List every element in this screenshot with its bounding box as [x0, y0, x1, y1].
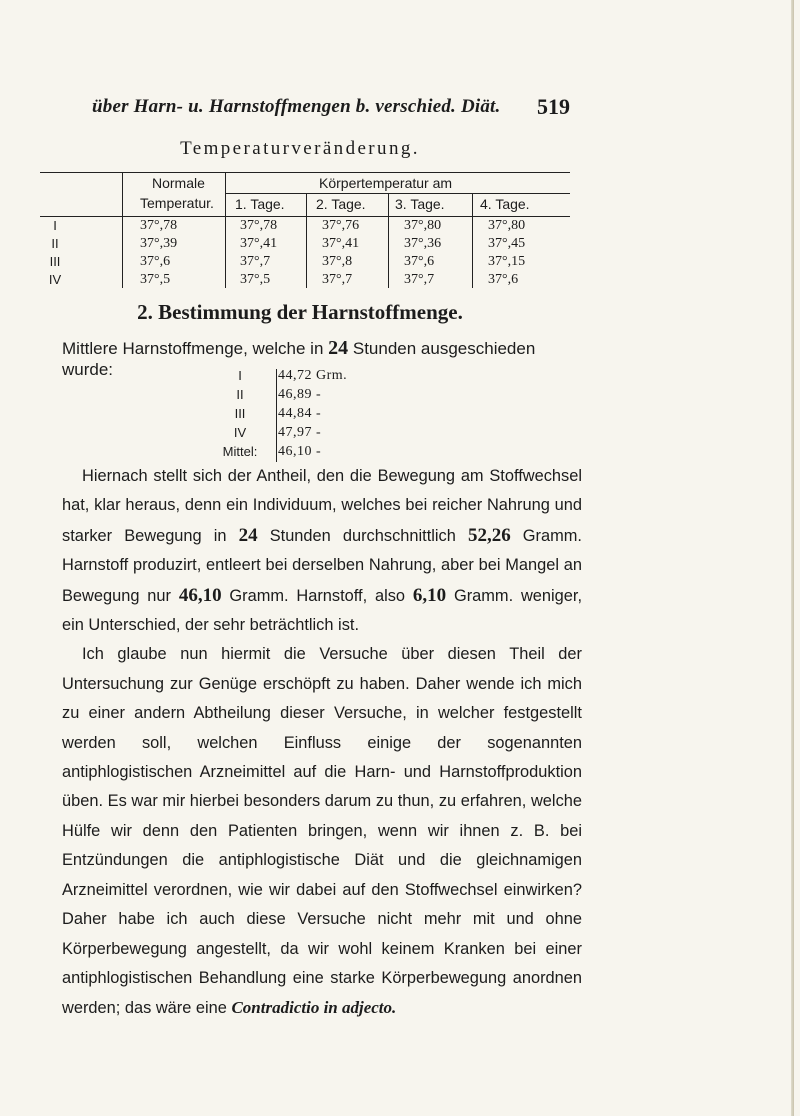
cell: 37°,6	[404, 254, 435, 269]
paragraph-1	[62, 462, 582, 640]
cell: 37°,80	[404, 218, 442, 233]
yield-value: 44,84 -	[278, 406, 322, 421]
yield-value: 46,89 -	[278, 387, 322, 402]
temperature-table	[40, 172, 570, 289]
cell: 37°,7	[240, 254, 271, 269]
group-header: Körpertemperatur am	[319, 175, 453, 191]
table-row	[40, 217, 570, 235]
cell: 37°,5	[240, 272, 271, 287]
table-row	[40, 253, 570, 271]
text-run: Gramm. Harnstoff, also	[221, 586, 413, 605]
table-row	[40, 235, 570, 253]
cell: 37°,45	[488, 236, 526, 251]
yield-value: 47,97 -	[278, 425, 322, 440]
number: 24	[238, 524, 258, 546]
cell: 37°,76	[322, 218, 360, 233]
cell: 37°,80	[488, 218, 526, 233]
cell: 37°,78	[240, 218, 278, 233]
col-normal-label-1: Normale	[152, 175, 205, 191]
text-run: Gramm. weniger, ein Unterschied, der sehr beträchtlich ist.	[62, 586, 583, 635]
text-run: Hiernach stellt sich der Antheil, den die Bewegung am Stoffwechsel hat, klar heraus, denn ein Individuum, welches bei reicher Nahrung und starker Bewegung in	[62, 467, 582, 545]
yield-label: II	[236, 387, 244, 402]
table-caption: Temperaturveränderung.	[180, 138, 420, 159]
yield-label: I	[238, 368, 242, 383]
row-label: I	[53, 218, 57, 233]
cell: 37°,6	[488, 272, 519, 287]
page-edge	[791, 0, 794, 1116]
yield-label: Mittel:	[222, 444, 258, 459]
cell: 37°,41	[240, 236, 278, 251]
row-label: II	[51, 236, 59, 251]
text-run: Gramm. Harnstoff produzirt, entleert bei derselben Nahrung, aber bei Mangel an Bewegung nur	[62, 526, 582, 605]
yield-row	[200, 443, 400, 462]
section-heading: 2. Bestimmung der Harnstoffmenge.	[137, 300, 463, 324]
yield-value: 46,10 -	[278, 444, 322, 459]
table-row	[40, 271, 570, 289]
cell: 37°,15	[488, 254, 526, 269]
latin-phrase: Contradictio in adjecto.	[231, 998, 397, 1018]
number: 52,26	[467, 524, 511, 546]
text-run: Stunden durchschnittlich	[257, 526, 468, 545]
day-header: 4. Tage.	[480, 196, 530, 212]
cell: 37°,5	[140, 272, 171, 287]
running-title: über Harn- u. Harnstoffmengen b. verschied. Diät.	[92, 96, 501, 117]
page-header	[92, 96, 570, 124]
day-header: 2. Tage.	[316, 196, 366, 212]
yield-row	[200, 386, 400, 405]
col-normal-label-2: Temperatur.	[140, 195, 214, 211]
yield-label: III	[234, 406, 246, 421]
cell: 37°,36	[404, 236, 442, 251]
cell: 37°,7	[322, 272, 353, 287]
urea-yield-table	[200, 367, 400, 462]
intro-number: 24	[328, 337, 349, 359]
text-run: Ich glaube nun hiermit die Versuche über diesen Theil der Untersuchung zur Genüge erschöpft zu haben. Daher wende ich mich zu einer andern Abtheilung dieser Versuche, in welcher festgestellt werden soll, welchen Einfluss einige der sogenannten antiphlogistischen Arzneimittel auf die Harn- und Harnstoffproduktion üben. Es war mir hierbei besonders darum zu thun, zu erfahren, welche Hülfe wir denn den Patienten bringen, wenn wir ihnen z. B. bei Entzündungen die antiphlogistische Diät und die gleichnamigen Arzneimittel verordnen, wie wir dabei auf den Stoffwechsel einwirken? Daher habe ich auch diese Versuche nicht mehr mit und ohne Körperbewegung angestellt, da wir wohl keinem Kranken bei einer antiphlogistischen Behandlung eine starke Körperbewegung anordnen werden; das wäre eine	[62, 645, 582, 1018]
cell: 37°,41	[322, 236, 360, 251]
intro-text-b: Stunden ausgeschieden wurde:	[62, 339, 536, 379]
paragraph-2	[62, 640, 582, 1023]
day-header: 3. Tage.	[395, 196, 445, 212]
yield-row	[200, 405, 400, 424]
number: 46,10	[178, 584, 222, 606]
body-text	[62, 462, 582, 1024]
yield-label: IV	[233, 425, 247, 440]
row-label: IV	[48, 272, 62, 287]
yield-row	[200, 367, 400, 386]
cell: 37°,8	[322, 254, 353, 269]
cell: 37°,78	[140, 218, 178, 233]
row-label: III	[49, 254, 61, 269]
yield-value: 44,72 Grm.	[278, 368, 348, 383]
cell: 37°,39	[140, 236, 178, 251]
page-number: 519	[537, 94, 570, 119]
cell: 37°,6	[140, 254, 171, 269]
intro-text-a: Mittlere Harnstoffmenge, welche in	[62, 339, 329, 358]
table-header	[40, 173, 570, 217]
cell: 37°,7	[404, 272, 435, 287]
yield-row	[200, 424, 400, 443]
day-header: 1. Tage.	[235, 196, 285, 212]
number: 6,10	[412, 584, 447, 606]
